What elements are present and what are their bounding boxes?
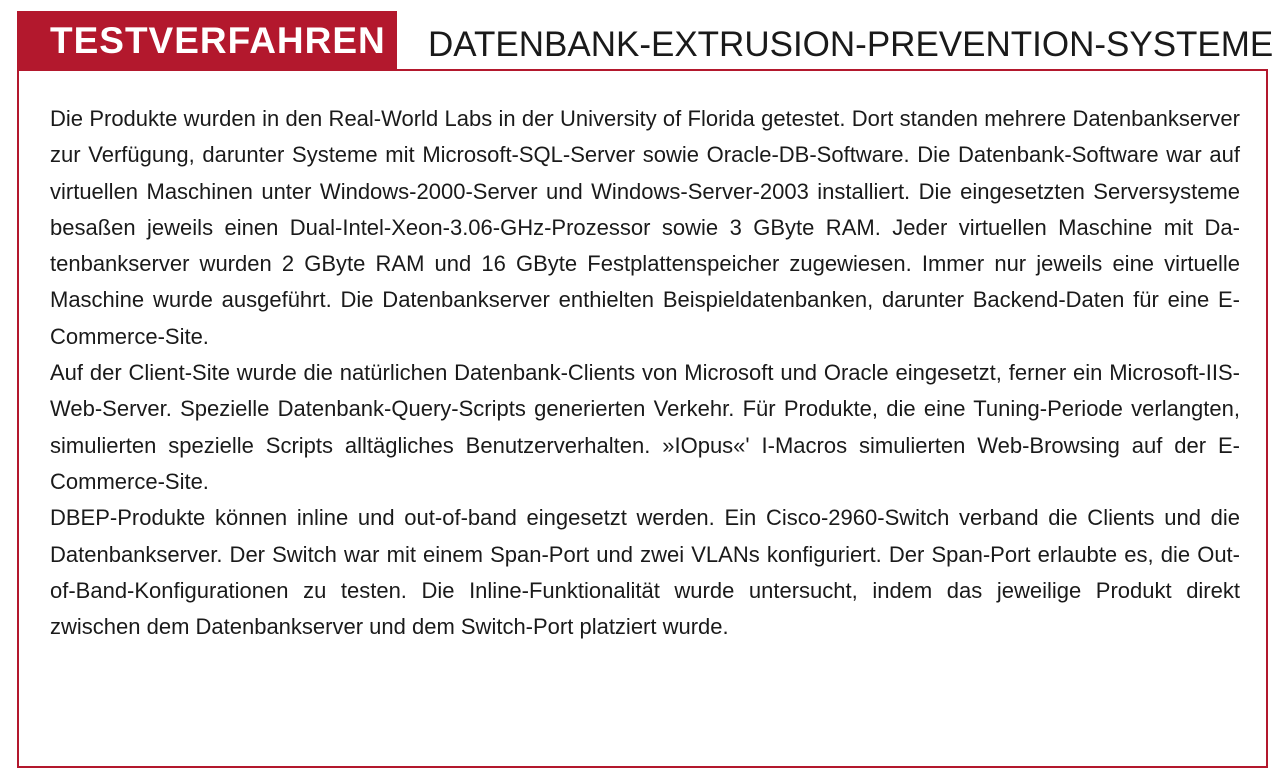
paragraph-2: Auf der Client-Site wurde die natürlichen Datenbank-Clients von Microsoft und Oracle eingesetzt, ferner ein Microsoft-IIS-Web-Server. Spezielle Datenbank-Query-Scripts generierten Verkehr. Für Produkte, die eine Tuning-Periode verlangten, simulierten spezielle Scripts alltägliches Benutzerverhalten. »IOpus«' I-Macros simulierten Web-Browsing auf der E-Commerce-Site. xyxy=(50,360,1240,494)
paragraph-3: DBEP-Produkte können inline und out-of-band eingesetzt werden. Ein Cisco-2960-Switch verband die Clients und die Datenbankserver. Der Switch war mit einem Span-Port und zwei VLANs konfiguriert. Der Span-Port erlaubte es, die Out-of-Band-Konfigurationen zu testen. Die Inline-Funktionalität wurde untersucht, indem das jeweilige Produkt direkt zwischen dem Datenbankserver und dem Switch-Port platziert wurde. xyxy=(50,505,1240,640)
section-tag: TESTVERFAHREN xyxy=(17,11,397,71)
article-headline: DATENBANK-EXTRUSION-PREVENTION-SYSTEME xyxy=(428,25,1274,64)
article-body xyxy=(50,101,1240,645)
paragraph-1: Die Produkte wurden in den Real-World Labs in der University of Florida getestet. Dort standen mehrere Datenbankserver zur Verfügung, darunter Systeme mit Microsoft-SQL-Server sowie Oracle-DB-Software. Die Datenbank-Software war auf virtuellen Maschinen unter Windows-2000-Server und Windows-Server-2003 installiert. Die eingesetzten Serversysteme besaßen jeweils einen Dual-Intel-Xeon-3.06-GHz-Prozessor sowie 3 GByte RAM. Jeder virtuellen Maschine mit Datenbankserver wurden 2 GByte RAM und 16 GByte Festplattenspeicher zugewiesen. Immer nur jeweils eine virtuelle Maschine wurde ausgeführt. Die Datenbankserver enthielten Beispieldatenbanken, darunter Backend-Daten für eine E-Commerce-Site. xyxy=(50,106,1240,349)
